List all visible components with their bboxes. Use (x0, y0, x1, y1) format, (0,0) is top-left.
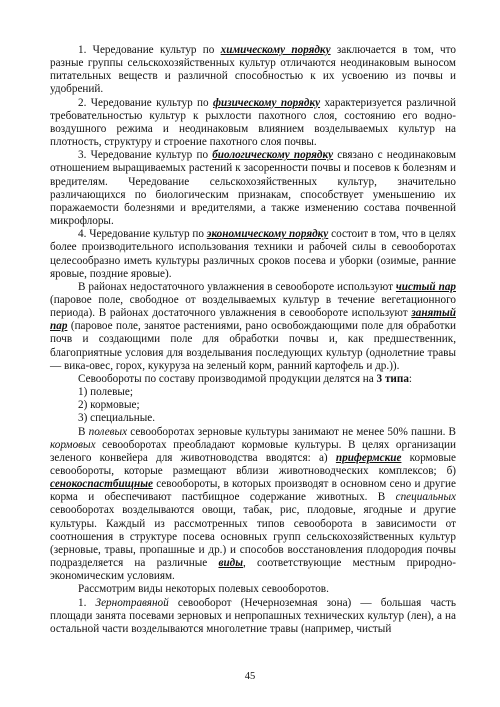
term-hay-pasture: сенокоспастбищные (50, 478, 153, 491)
paragraph-chemical-order: 1. Чередование культур по химическому порядку заключается в том, что разные группы сельскохозяйственных культур отличаются неодинаковым выносом питательных веществ и различной способностью к их усвоению из почвы и удобрений. (50, 44, 457, 96)
body-text (50, 44, 456, 636)
term-special: специальных (395, 491, 456, 504)
term-chemical-order: химическому порядку (220, 44, 331, 56)
paragraph-biological-order: 3. Чередование культур по биологическому порядку связано с неодинаковым отношением выращиваемых растений к засоренности почвы и посевов к болезням и вредителям. Чередование сельскохозяйственных культур, значительно различающихся по биологическим признакам, способствует уменьшению их поражаемости болезнями и вредителями, а также изменению состава почвенной микрофлоры. (50, 149, 457, 228)
list-item: 1) полевые; (78, 386, 133, 399)
paragraph-rotation-types: В полевых севооборотах зерновые культуры занимают не менее 50% пашни. В кормовых севооборотах преобладают кормовые культуры. В целях организации зеленого конвейера для животноводства вводятся: а) прифермские кормовые севообороты, которые размещают вблизи животноводческих комплексов; б) сенокоспастбищные севообороты, в которых производят в основном сено и другие корма и обеспечивают пастбищное содержание животных. В специальных севооборотах возделываются овощи, табак, рис, плодовые, ягодные и другие культуры. Каждый из рассмотренных типов севооборота в зависимости от соотношения в структуре посева основных групп сельскохозяйственных культур (зерновые, травы, пропашные и др.) и способов восстановления плодородия почвы подразделяется на различные виды, соответствующие местным природно-экономическим условиям. (50, 425, 456, 583)
list-item: 2) кормовые; (78, 399, 140, 412)
list-item: 3) специальные. (78, 412, 156, 425)
term-grain-grass: Зернотравяной (95, 596, 169, 609)
term-occupied-fallow: занятый пар (50, 307, 456, 333)
term-field: полевых (88, 425, 128, 438)
term-farmstead: прифермские (335, 451, 402, 464)
paragraph-kinds-intro: Рассмотрим виды некоторых полевых севооборотов. (78, 583, 329, 596)
term-physical-order: физическому порядку (212, 96, 321, 109)
paragraph-fallow: В районах недостаточного увлажнения в севообороте используют чистый пар (паровое поле, свободное от возделываемых культур в течение вегетационного периода). В районах достаточного увлажнения в севообороте используют занятый пар (паровое поле, занятое растениями, рано освобождающими поле для обработки почв и создающими поле для обработки почвы и, как предшественник, благоприятные условия для возделывания последующих культур (однолетние травы — вика-овес, горох, кукуруза на зеленый корм, ранний картофель и др.)). (50, 280, 457, 372)
term-clean-fallow: чистый пар (395, 280, 457, 293)
term-economic-order: экономическому порядку (206, 228, 329, 241)
page-number: 45 (244, 671, 256, 682)
term-kinds: виды (218, 557, 243, 570)
paragraph-physical-order: 2. Чередование культур по физическому порядку характеризуется различной требовательностью культур к рыхлости пахотного слоя, состоянию его водно-воздушного режима и неодинаковым влиянием возделываемых культур на плотность, структуру и строение пахотного слоя почвы. (50, 96, 456, 149)
paragraph-grain-grass: 1. Зернотравяной севооборот (Нечерноземная зона) — большая часть площади занята посевами зерновых и непропашных технических культур (лен), а на остальной части возделываются многолетние травы (например, чистый (50, 596, 456, 635)
term-forage: кормовых (50, 438, 96, 451)
paragraph-types-intro: Севообороты по составу производимой продукции делятся на 3 типа: (78, 372, 413, 385)
paragraph-economic-order: 4. Чередование культур по экономическому порядку состоит в том, что в целях более производительного использования техники и рабочей силы в севооборотах целесообразно иметь культуры различных сроков посева и уборки (озимые, ранние яровые, поздние яровые). (50, 228, 457, 280)
term-biological-order: биологическому порядку (212, 149, 334, 162)
term-three-types: 3 типа (376, 372, 409, 385)
